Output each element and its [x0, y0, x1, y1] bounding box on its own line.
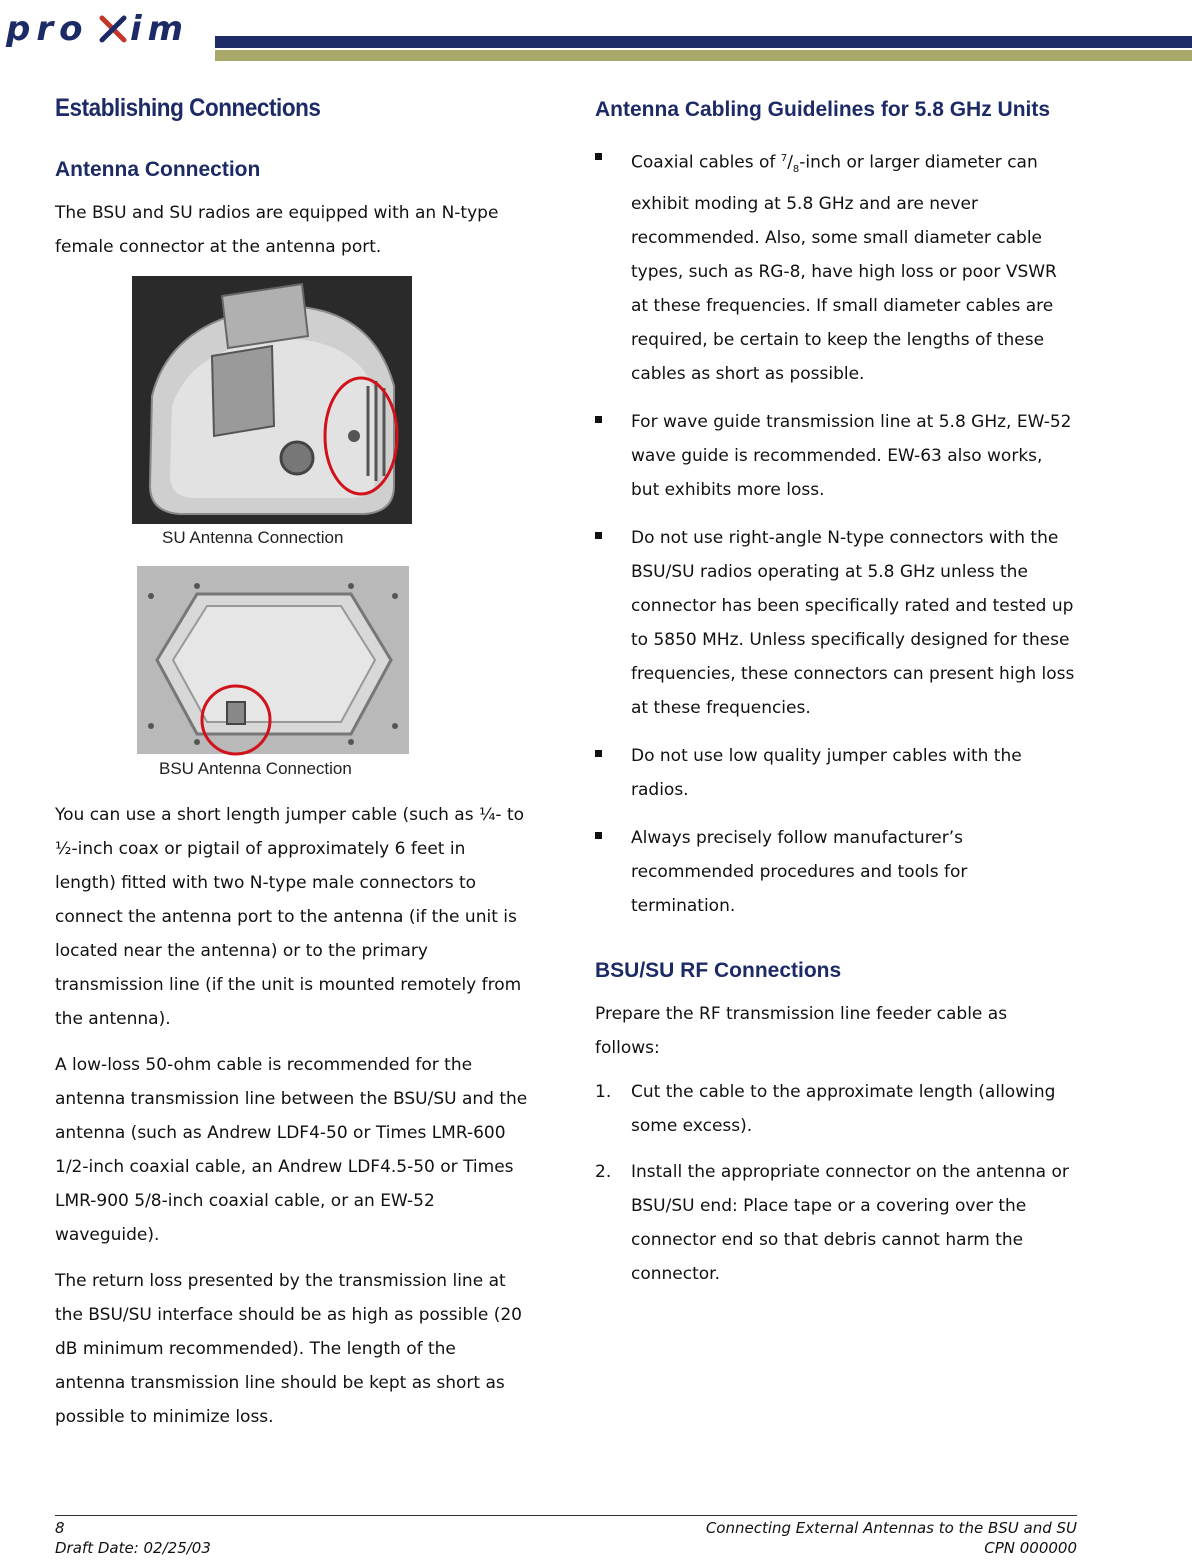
list-item: Coaxial cables of $^7/_8$-inch or larger diameter can exhibit moding at 5.8 GHz and are never recommended. Also, some small diameter cable types, such as RG-8, have high loss or poor VSWR at these frequencies. If small diameter cables are required, be certain to keep the lengths of these cables as short as possible.: [595, 142, 1075, 391]
su-radio-photo: [132, 276, 412, 552]
list-item: 2. Install the appropriate connector on the antenna or BSU/SU end: Place tape or a covering over the connector end so that debris cannot harm the connector.: [595, 1162, 1069, 1285]
list-item: For wave guide transmission line at 5.8 GHz, EW-52 wave guide is recommended. EW-63 also works, but exhibits more loss.: [595, 405, 1075, 507]
draft-date: Draft Date: 02/25/03: [55, 1539, 211, 1557]
para-low-loss-cable: A low-loss 50-ohm cable is recommended for the antenna transmission line between the BSU/SU and the antenna (such as Andrew LDF4-50 or Times LMR-600 1/2-inch coaxial cable, an Andrew LDF4.5-50 or Times LMR-900 5/8-inch coaxial cable, or an EW-52 waveguide).: [55, 1055, 528, 1245]
list-item: 1. Cut the cable to the approximate length (allowing some excess).: [595, 1082, 1056, 1137]
bullet-square-icon: [595, 416, 602, 423]
page-number: 8: [55, 1519, 65, 1537]
para-connector-type: The BSU and SU radios are equipped with an N-type female connector at the antenna port.: [55, 203, 499, 257]
page-header: [0, 0, 1192, 70]
right-column: [595, 90, 1075, 1303]
list-item: Always precisely follow manufacturer’s recommended procedures and tools for termination.: [595, 821, 1075, 923]
bullet-square-icon: [595, 832, 602, 839]
rf-connections-heading: BSU/SU RF Connections: [595, 959, 842, 983]
bsu-radio-photo: [137, 566, 417, 782]
bullet-square-icon: [595, 750, 602, 757]
section-title: Establishing Connections: [55, 94, 321, 122]
header-band-navy: [215, 36, 1192, 48]
rf-steps-list: [595, 1075, 1075, 1291]
bsu-caption: BSU Antenna Connection: [159, 759, 352, 778]
bullet-square-icon: [595, 153, 602, 160]
svg-text:pro: pro: [6, 9, 89, 48]
left-column: [55, 90, 530, 1434]
antenna-connection-heading: Antenna Connection: [55, 158, 261, 181]
para-return-loss: The return loss presented by the transmission line at the BSU/SU interface should be as high as possible (20 dB minimum recommended). The length of the antenna transmission line should be kept as short as possible to minimize loss.: [55, 1271, 522, 1427]
cabling-guidelines-list: [595, 142, 1075, 923]
para-rf-intro: Prepare the RF transmission line feeder cable as follows:: [595, 1004, 1008, 1059]
cabling-guidelines-heading: Antenna Cabling Guidelines for 5.8 GHz Units: [595, 98, 1051, 121]
header-band-olive: [215, 50, 1192, 61]
bsu-antenna-figure: [137, 566, 417, 782]
list-item: Do not use low quality jumper cables with the radios.: [595, 739, 1075, 807]
bullet-square-icon: [595, 532, 602, 539]
su-caption: SU Antenna Connection: [162, 528, 344, 547]
proxim-logo: [2, 4, 212, 48]
cpn-number: CPN 000000: [984, 1539, 1077, 1557]
su-antenna-figure: [132, 276, 412, 552]
para-jumper-cable: You can use a short length jumper cable (such as ¼- to ½-inch coax or pigtail of approximately 6 feet in length) fitted with two N-type male connectors to connect the antenna port to the antenna (if the unit is located near the antenna) or to the primary transmission line (if the unit is mounted remotely from the antenna).: [55, 805, 525, 1029]
list-item: Do not use right-angle N-type connectors with the BSU/SU radios operating at 5.8 GHz unless the connector has been specifically rated and tested up to 5850 MHz. Unless specifically designed for these frequencies, these connectors can present high loss at these frequencies.: [595, 521, 1075, 725]
svg-text:im: im: [130, 9, 190, 48]
chapter-title: Connecting External Antennas to the BSU and SU: [705, 1519, 1077, 1537]
footer-rule: [55, 1515, 1077, 1516]
